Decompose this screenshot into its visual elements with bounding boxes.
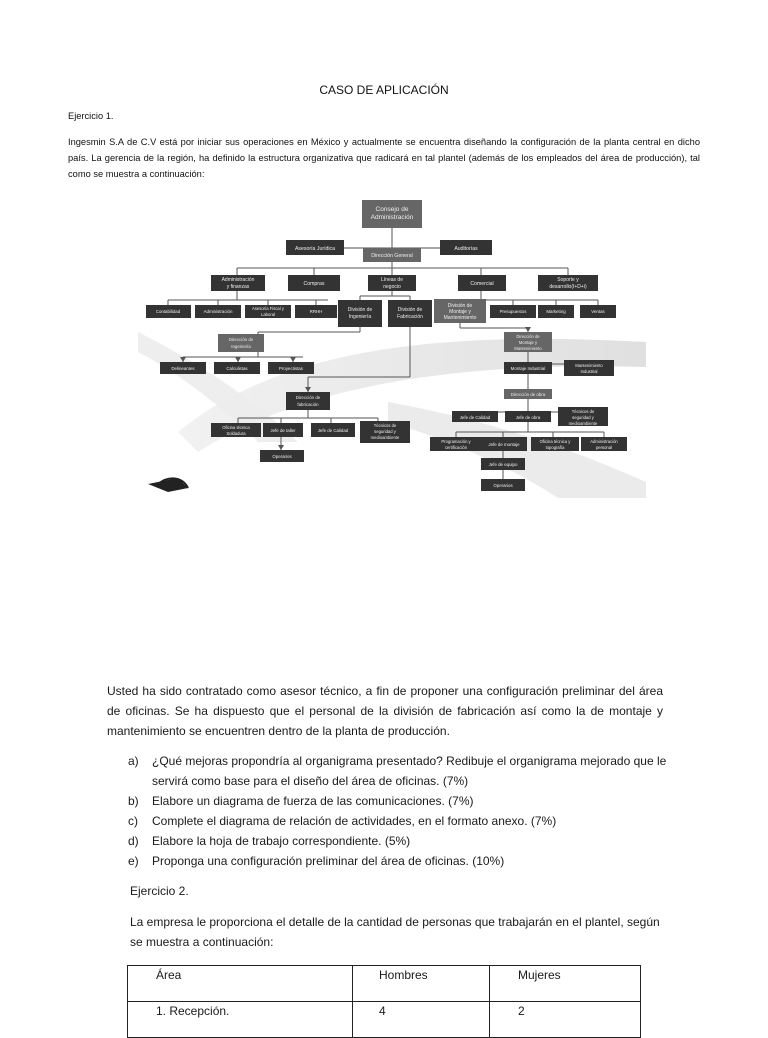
oficina-tecnica-soldadura-label: Soldadura [226, 431, 246, 436]
list-marker: a) [128, 754, 139, 768]
oficina-tecnica-topografia-label: topografía [545, 445, 565, 450]
asesoria-fiscal-label: Laboral [261, 312, 275, 317]
direccion-fabricacion-label: fabricación [297, 402, 319, 407]
tecnicos-seguridad-label: medioambiente [370, 435, 400, 440]
list-item [128, 811, 668, 831]
rrhh-label: RRHH [309, 309, 323, 314]
admin-personal-label: personal [595, 445, 613, 450]
programacion-label: Programación y [441, 439, 471, 444]
direccion-obra-label: Dirección de obra [510, 392, 546, 397]
direccion-general-label: Dirección General [371, 253, 413, 259]
division-ingenieria-label: División de [347, 307, 373, 313]
table-header-row [128, 966, 641, 1002]
mantenimiento-industrial-label: Industrial [580, 369, 598, 374]
org-chart [138, 192, 646, 498]
admin-finanzas-label: y finanzas [226, 284, 250, 290]
admin-personal-label: Administración [590, 439, 618, 444]
task-text: Proponga una configuración preliminar del área de oficinas. (10%) [152, 854, 505, 868]
list-marker: d) [128, 834, 139, 848]
operarios-label: Operarios [272, 454, 292, 459]
division-montaje-label: Mantenimiento [443, 315, 477, 321]
table-row [128, 1002, 641, 1038]
consultant-paragraph: Usted ha sido contratado como asesor técnico, a fin de proponer una configuración preliminar del área de oficinas. Se ha dispuesto que el personal de la división de fabricación así como la de montaje y mantenimiento se encuentren dentro de la planta de producción. [107, 684, 663, 738]
montaje-industrial-label: Montaje Industrial [510, 366, 546, 371]
soporte-label: Soporte y [557, 277, 579, 283]
staff-paragraph: La empresa le proporciona el detalle de la cantidad de personas que trabajarán en el plantel, según se muestra a continuación: [130, 915, 660, 949]
table-header-cell: Área [128, 966, 353, 1002]
list-marker: b) [128, 794, 139, 808]
table-header-cell: Hombres [353, 966, 490, 1002]
direccion-montaje-label: Mantenimiento [514, 346, 542, 351]
jefe-obra-label: Jefe de obra [515, 415, 541, 420]
marketing-label: Marketing [546, 309, 566, 314]
task-text: ¿Qué mejoras propondría al organigrama presentado? Redibuje el organigrama mejorado que le servirá como base para el diseño del área de oficinas. (7%) [152, 754, 667, 788]
asesoria-fiscal-label: Asesoría Fiscal y [252, 306, 284, 311]
lineas-negocio-label: Líneas de [381, 277, 403, 283]
direccion-montaje-label: Dirección de [516, 334, 540, 339]
tecnicos-seguridad-label: seguridad y [374, 429, 396, 434]
list-item [128, 851, 668, 871]
consejo-label: Administración [370, 214, 414, 221]
division-montaje-label: Montaje y [449, 309, 471, 315]
staff-table [127, 965, 641, 1038]
ventas-label: Ventas [591, 309, 605, 314]
task-list [128, 751, 668, 871]
oficina-tecnica-topografia-label: Oficina técnica y [539, 439, 571, 444]
asesoria-juridica-label: Asesoría Jurídica [294, 246, 336, 252]
task-text: Elabore la hoja de trabajo correspondiente. (5%) [152, 834, 411, 848]
task-text: Elabore un diagrama de fuerza de las comunicaciones. (7%) [152, 794, 474, 808]
jefe-montaje-label: Jefe de montaje [488, 442, 520, 447]
jefe-calidad-montaje-label: Jefe de Calidad [459, 415, 491, 420]
exercise-2-heading: Ejercicio 2. [130, 884, 189, 898]
jefe-equipo-label: Jefe de equipo [488, 462, 518, 467]
jefe-taller-label: Jefe de taller [270, 428, 296, 433]
table-cell: 4 [353, 1002, 490, 1038]
intro-paragraph: Ingesmin S.A de C.V está por iniciar sus operaciones en México y actualmente se encuentra diseñando la configuración de la planta central en dicho país. La gerencia de la región, ha definido la estructura organizativa que radicará en tal plantel (además de los empleados del área de producción), tal como se muestra a continuación: [68, 137, 700, 179]
admin-finanzas-label: Administración [221, 277, 255, 283]
tecnicos-seguridad-label: Técnicos de [373, 423, 397, 428]
auditorias-label: Auditorías [454, 246, 478, 252]
division-montaje-label: División de [447, 303, 473, 309]
direccion-ingenieria-label: Ingeniería [231, 344, 251, 349]
list-item [128, 791, 668, 811]
division-ingenieria-label: Ingeniería [348, 314, 372, 320]
table-header-cell: Mujeres [490, 966, 641, 1002]
table-cell: 2 [490, 1002, 641, 1038]
division-fabricacion-label: Fabricación [397, 314, 423, 320]
soporte-label: desarrollo(I+D+i) [549, 284, 587, 290]
tecnicos-seguridad-montaje-label: seguridad y [572, 415, 594, 420]
tecnicos-seguridad-montaje-label: Técnicos de [571, 409, 595, 414]
jefe-calidad-label: Jefe de Calidad [317, 428, 349, 433]
operarios-montaje-label: Operarios [493, 483, 513, 488]
tecnicos-seguridad-montaje-label: medioambiente [568, 421, 598, 426]
compras-label: Compras [303, 281, 325, 287]
list-item [128, 831, 668, 851]
presupuestos-label: Presupuestos [499, 309, 527, 314]
direccion-fabricacion-label: Dirección de [295, 395, 321, 400]
list-marker: e) [128, 854, 139, 868]
direccion-ingenieria-label: Dirección de [228, 337, 254, 342]
programacion-label: certificación [444, 445, 468, 450]
document-title: CASO DE APLICACIÓN [319, 83, 449, 97]
list-item [128, 751, 668, 791]
direccion-montaje-label: Montaje y [518, 340, 538, 345]
mantenimiento-industrial-label: Mantenimiento [575, 363, 603, 368]
delineantes-label: Delineantes [171, 366, 195, 371]
administracion-label: Administración [203, 309, 233, 314]
calculistas-label: Calculistas [226, 366, 248, 371]
oficina-tecnica-soldadura-label: Oficina técnica [222, 425, 250, 430]
lineas-negocio-label: negocio [383, 284, 401, 290]
comercial-label: Comercial [470, 281, 494, 287]
table-cell: 1. Recepción. [128, 1002, 353, 1038]
proyectistas-label: Proyectistas [279, 366, 303, 371]
exercise-1-heading: Ejercicio 1. [68, 111, 114, 121]
consejo-label: Consejo de [375, 206, 409, 213]
division-fabricacion-label: División de [397, 307, 423, 313]
task-text: Complete el diagrama de relación de actividades, en el formato anexo. (7%) [152, 814, 557, 828]
contabilidad-label: Contabilidad [155, 309, 181, 314]
list-marker: c) [128, 814, 138, 828]
